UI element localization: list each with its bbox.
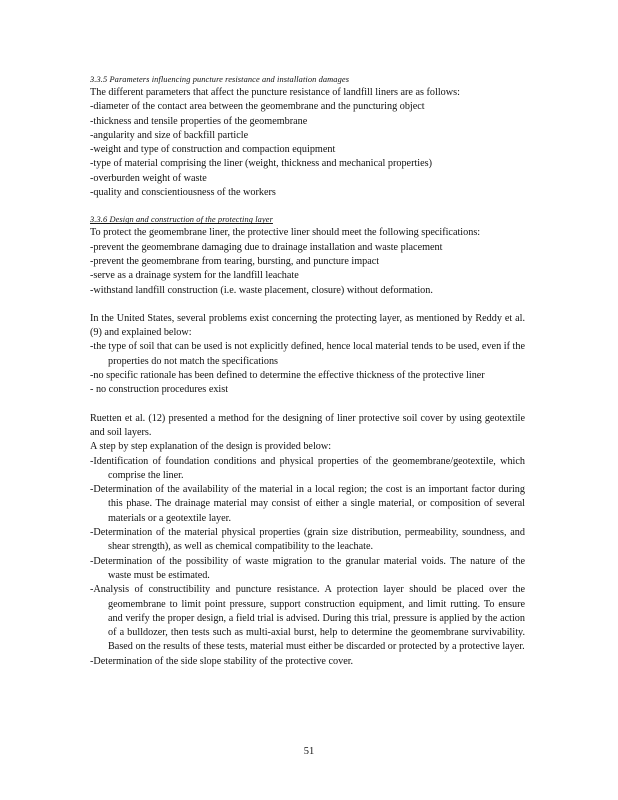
section-heading-3-3-5: 3.3.5 Parameters influencing puncture resistance and installation damages <box>90 75 350 84</box>
list-item: -prevent the geomembrane from tearing, bursting, and puncture impact <box>90 255 380 267</box>
list-item: -weight and type of construction and compaction equipment <box>90 144 336 156</box>
list-item: -serve as a drainage system for the landfill leachate <box>90 270 299 282</box>
design-steps-list <box>90 455 525 669</box>
list-item: -quality and conscientiousness of the workers <box>90 187 276 199</box>
problems-list <box>90 340 525 397</box>
list-item: -angularity and size of backfill particle <box>90 129 249 141</box>
paragraph-step-intro: A step by step explanation of the design is provided below: <box>90 441 332 453</box>
list-item: -Determination of the availability of the material in a local region; the cost is an important factor during this phase. The drainage material may consist of either a single material, or composition of several materials or a geotextile layer. <box>90 484 525 524</box>
list-item: -no specific rationale has been defined to determine the effective thickness of the protective liner <box>90 370 485 382</box>
paragraph-ruetten: Ruetten et al. (12) presented a method for the designing of liner protective soil cover by using geotextile and soil layers. <box>90 412 525 438</box>
list-item: -withstand landfill construction (i.e. waste placement, closure) without deformation. <box>90 284 433 296</box>
list-item: -Determination of the possibility of waste migration to the granular material voids. The nature of the waste must be estimated. <box>90 555 525 581</box>
list-item: -Determination of the material physical properties (grain size distribution, permeability, soundness, and shear strength), as well as chemical compatibility to the leachate. <box>90 527 525 553</box>
list-item: -Determination of the side slope stability of the protective cover. <box>90 655 354 667</box>
list-item: -diameter of the contact area between the geomembrane and the puncturing object <box>90 101 425 113</box>
specifications-list <box>90 241 525 298</box>
paragraph-united-states: In the United States, several problems exist concerning the protecting layer, as mentioned by Reddy et al. (9) and explained below: <box>90 312 525 339</box>
list-item: -prevent the geomembrane damaging due to drainage installation and waste placement <box>90 241 443 253</box>
list-item: -Identification of foundation conditions and physical properties of the geomembrane/geotextile, which comprise the liner. <box>90 455 525 481</box>
list-item: - no construction procedures exist <box>90 384 229 396</box>
list-item: -type of material comprising the liner (weight, thickness and mechanical properties) <box>90 158 433 170</box>
list-item: -overburden weight of waste <box>90 172 207 184</box>
list-item: -Analysis of constructibility and puncture resistance. A protection layer should be placed over the geomembrane to limit point pressure, support construction equipment, and limit rutting. To ensure and verify the proper design, a field trial is advised. During this trial, pressure is applied by the action of a bulldozer, then tests such as multi-axial burst, help to determine the geomembrane survivability. Based on the results of these tests, material must either be discarded or protected by a protective layer. <box>90 584 525 653</box>
paragraph-protect-intro: To protect the geomembrane liner, the protective liner should meet the following specifications: <box>90 227 481 239</box>
text-column <box>90 74 525 669</box>
list-item: -thickness and tensile properties of the geomembrane <box>90 115 308 127</box>
paragraph-parameters-intro: The different parameters that affect the puncture resistance of landfill liners are as follows: <box>90 87 460 98</box>
parameters-list <box>90 100 525 200</box>
page-number: 51 <box>303 746 315 757</box>
list-item: -the type of soil that can be used is not explicitly defined, hence local material tends to be used, even if the properties do not match the specifications <box>90 341 525 367</box>
section-heading-3-3-6: 3.3.6 Design and construction of the protecting layer <box>90 215 273 225</box>
